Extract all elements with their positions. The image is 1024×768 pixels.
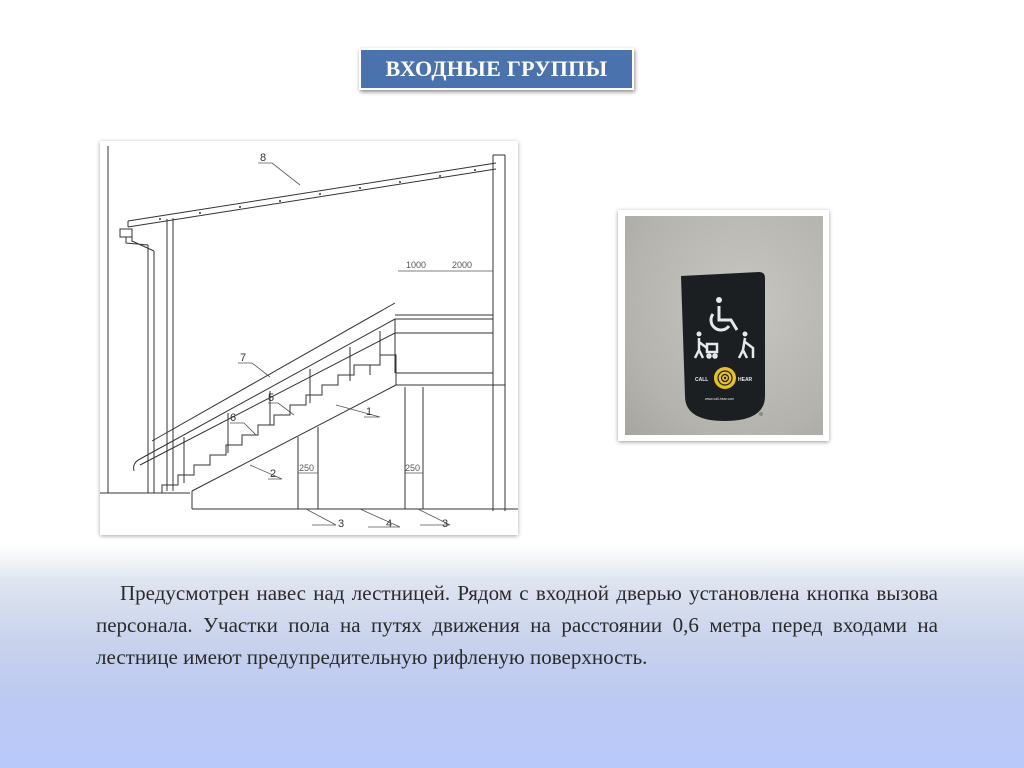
- stair-drawing-svg: [100, 141, 518, 535]
- callout-2: 2: [270, 468, 277, 480]
- call-button-photo: [625, 216, 823, 435]
- device-brand-right: HEAR: [738, 377, 753, 383]
- call-button-icon: [714, 367, 736, 389]
- call-button-photo-frame: [618, 210, 829, 441]
- dimension-2000: 2000: [452, 260, 473, 270]
- callout-3-left: 3: [338, 518, 345, 530]
- callout-6: 6: [230, 412, 237, 424]
- call-button-device-svg: [625, 216, 823, 435]
- callout-4: 4: [386, 518, 393, 530]
- callout-5: 5: [268, 392, 275, 404]
- callout-8: 8: [260, 152, 267, 164]
- device-brand-left: CALL: [695, 377, 709, 383]
- dimension-250-right: 250: [405, 463, 421, 473]
- page-title: ВХОДНЫЕ ГРУППЫ: [359, 48, 634, 90]
- stair-canopy-drawing: [100, 141, 518, 535]
- device-url: www.call-hear.com: [705, 397, 735, 401]
- callout-1: 1: [366, 406, 373, 418]
- dimension-250-left: 250: [299, 463, 315, 473]
- description-paragraph: Предусмотрен навес над лестницей. Рядом с входной дверью установлена кнопка вызова персонала. Участки пола на путях движения на расстоянии 0,6 метра перед входами на лестнице имеют предупредительную рифленую поверхность.: [96, 581, 938, 669]
- callout-3-right: 3: [442, 518, 449, 530]
- dimension-1000: 1000: [406, 260, 427, 270]
- callout-7: 7: [240, 352, 247, 364]
